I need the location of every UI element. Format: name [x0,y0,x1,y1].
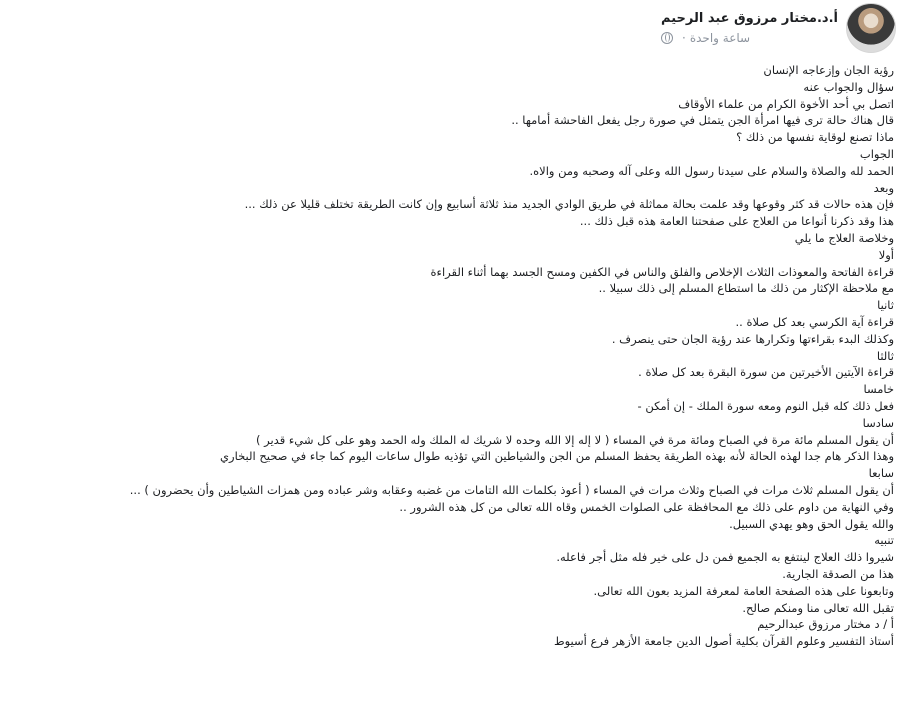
post-line: سادسا [862,415,894,430]
post-line: هذا وقد ذكرنا أنواعا من العلاج على صفحتنا العامة هذه قبل ذلك ... [579,214,894,229]
post-line: وهذا الذكر هام جدا لهذه الحالة لأنه بهذه الطريقة يحفظ المسلم من الجن والشياطين التي تؤذيه طوال ساعات اليوم كما جاء في صحيح البخاري [220,449,894,464]
post-line: وبعد [873,180,894,195]
post-time[interactable]: ساعة واحدة [689,31,751,45]
post-line: الحمد لله والصلاة والسلام على سيدنا رسول الله وعلى آله وصحبه ومن والاه. [529,163,894,178]
post-line: أ / د مختار مرزوق عبدالرحيم [757,617,894,632]
post-line: فعل ذلك كله قبل النوم ومعه سورة الملك - إن أمكن - [637,398,894,413]
post-line: فإن هذه حالات قد كثر وقوعها وقد علمت بحالة مماثلة في طريق الوادي الجديد منذ ثلاثة أسابيع وإن كانت الطريقة تختلف قليلا عن ذلك ... [244,197,894,212]
post-line: أستاذ التفسير وعلوم القرآن بكلية أصول الدين جامعة الأزهر فرع أسيوط [553,634,894,649]
post-line: والله يقول الحق وهو يهدي السبيل. [729,516,894,531]
post-line: وخلاصة العلاج ما يلي [794,230,894,245]
post-line: أن يقول المسلم ثلاث مرات في الصباح وثلاث مرات في المساء ( أعوذ بكلمات الله التامات من غضبه وعقابه وشر عباده ومن همزات الشياطين وأن يحضرون ) ... [129,482,894,497]
post-text [14,62,894,650]
post-line: تنبيه [874,533,894,548]
post-line: ماذا تصنع لوقاية نفسها من ذلك ؟ [736,130,894,145]
post-line: قراءة آية الكرسي بعد كل صلاة .. [735,314,894,329]
post-line: سابعا [868,466,894,481]
post-line: الجواب [859,146,894,161]
separator: · [682,31,686,45]
avatar[interactable] [846,3,896,53]
post-line: اتصل بي أحد الأخوة الكرام من علماء الأوقاف [678,96,894,111]
post-line: مع ملاحظة الإكثار من ذلك ما استطاع المسلم إلى ذلك سبيلا .. [598,281,894,296]
post-line: ثانيا [877,298,894,313]
post-line: تقبل الله تعالى منا ومنكم صالح. [742,600,894,615]
author-name[interactable]: أ.د.مختار مرزوق عبد الرحيم [661,11,838,26]
post-line: وفي النهاية من داوم على ذلك مع المحافظة على الصلوات الخمس وقاه الله تعالى من كل هذه الشرور .. [399,499,894,514]
post-line: هذا من الصدقة الجارية. [782,566,894,581]
post-meta [661,11,838,45]
post-line: وتابعونا على هذه الصفحة العامة لمعرفة المزيد بعون الله تعالى. [593,583,894,598]
post-line: رؤية الجان وإزعاجه الإنسان [763,63,894,77]
post-line: أن يقول المسلم مائة مرة في الصباح ومائة مرة في المساء ( لا إله إلا الله وحده لا شريك له الملك وله الحمد وهو على كل شيء قدير ) [255,432,894,447]
post-line: سؤال والجواب عنه [803,79,894,94]
post-line: قال هناك حالة ترى فيها امرأة الجن يتمثل في صورة رجل يفعل الفاحشة أمامها .. [511,113,894,128]
post-line: قراءة الآيتين الأخيرتين من سورة البقرة بعد كل صلاة . [638,365,894,380]
globe-icon[interactable] [661,32,673,44]
post-subline [661,31,750,45]
post-line: وكذلك البدء بقراءتها وتكرارها عند رؤية الجان حتى ينصرف . [611,331,894,346]
post-line: ثالثا [876,348,894,363]
post-line: شيروا ذلك العلاج لينتفع به الجميع فمن دل على خير فله مثل أجر فاعله. [556,550,894,565]
post-header [661,2,896,54]
post-line: قراءة الفاتحة والمعوذات الثلاث الإخلاص والفلق والناس في الكفين ومسح الجسد بهما أثناء القراءة [430,264,894,279]
post-line: خامسا [863,382,894,397]
post-line: أولا [878,247,894,262]
